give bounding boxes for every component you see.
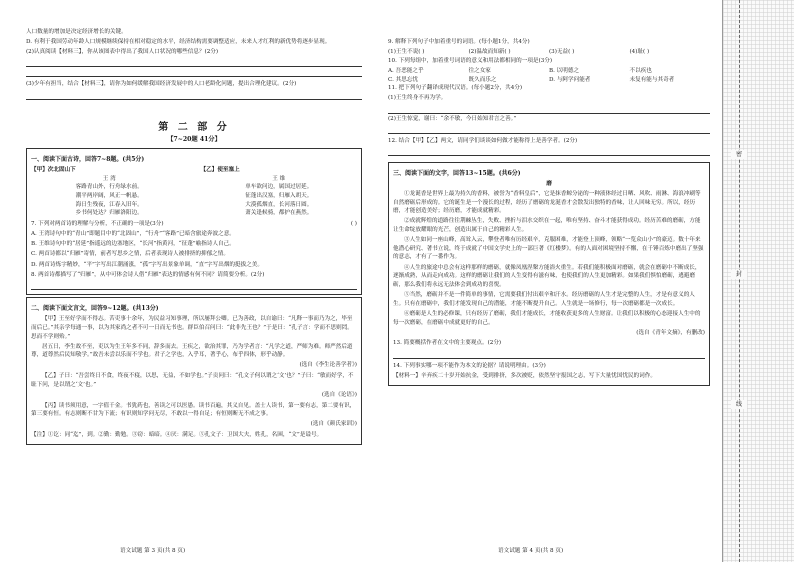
question-14: 14. 下列事实哪一项不能作为本文的论据？请说明理由。(3分) <box>393 362 546 369</box>
jia-paragraph-1: 【甲】王至好学而不得志。苦吏事十余年，为民益习知事理，所以屡拜公卿。已为善政，以自谕曰：“凡释一事而乃为之，毕至而后已。”其亲学每通一事，以为其家尚之者不可一日而无书也。群臣伯召问曰：“此非先王也？”于是曰：“孔子言：学而不思则罔。思而不学则殆。” <box>31 316 353 340</box>
left-page <box>0 0 376 562</box>
q7-option-a: A. 王湾诗句中的“青山”即题目中的“北固山”，“行舟”“客路”已暗含旅途奔波之意。 <box>31 231 235 238</box>
answer-line[interactable] <box>388 105 710 114</box>
q11-sentence-1: (1)王生终身不再为学。 <box>388 95 447 102</box>
q9-item[interactable]: (1)王生不说( ) <box>388 49 425 56</box>
q7-option-b: B. 王维诗句中的“居延”指遥远的边塞地区，“长河”指黄河，“征蓬”喻指诗人自己。 <box>31 241 235 248</box>
question-3: (3)少年有担当，结合【材料三】，请你为如何缓解我国经济发展中的人口老龄化问题，提出合理化建议。(2分) <box>26 81 297 88</box>
answer-line[interactable] <box>26 58 362 67</box>
article-paragraph: ①龙诞香是世界上最为持久的香料，被誉为“香料皇后”，它是抹香鲸分泌的一种液体经过日晒、风吹、雨淋、海浪冲刷等自然磨砺后形成的。它的诞生是一个漫长的过程，经历了磨砺的龙涎香才会散发出独特的香味，让人回味无穷。所以，经历磨，才能创造美好；经历磨，才能成就精彩。 <box>393 190 701 215</box>
question-10: 10. 下列每组中，加着重号词语的意义和用法都相同的一项是(3分) <box>388 57 553 64</box>
q9-items <box>388 48 710 57</box>
answer-line[interactable] <box>388 125 710 134</box>
poems-row <box>31 166 357 218</box>
answer-line[interactable] <box>388 147 710 156</box>
poem-line: 萧关逢候骑，都护在燕然。 <box>245 210 313 217</box>
answer-line[interactable] <box>393 350 705 359</box>
seal-mark: 线 <box>731 400 747 409</box>
q7-option-d: D. 两首诗炼字精妙，“平”字写出江潮涌涨，“孤”字写出景象单调，“直”字写出烟的挺拔之美。 <box>31 261 263 268</box>
left-page-footer: 语文试题 第 3 页(共 8 页) <box>120 548 186 555</box>
poem-line: 征蓬出汉塞，归雁入胡天。 <box>245 193 313 199</box>
question-12: 12. 结合【甲】【乙】两文，请同学们谈谈如何做才能称得上是善学者。(2分) <box>388 137 578 144</box>
poem-a-title: 【甲】次北固山下 <box>31 167 76 174</box>
article-paragraph: ②成就辉煌的道路往往荆棘丛生，失败、挫折与泪水交织在一起，唯有坚持、奋斗才能获得成功。经历苦难的磨砺，方能让生命绽放耀眼的光芒，创造出属于自己的精彩人生。 <box>393 218 701 233</box>
article-title: 磨 <box>546 181 552 188</box>
bing-text: 【丙】读书须用意，一字值千金。书犹药也，善读之可以医愚。读书百遍，其义自见。盖士人读书，第一要有志，第二要有识，第三要有恒。有志则断不甘为下流；有识则知学问无尽，不敢以一得自足；有恒则断无不成之事。 <box>31 402 356 418</box>
question-8: 8. 两首诗都描写了“归雁”，从中可体会诗人借“归雁”表达的情感有何不同？请简要分析。(2分) <box>31 271 265 278</box>
q10-option: 未复有能与其奇者 <box>629 76 675 83</box>
answer-line[interactable] <box>26 91 362 100</box>
annotations: 【注】①讫：同“迄”，到。②勤：勤勉。③窃：暗暗。④厌：满足。⑤孔文子：卫国大夫，姓孔，名圉，“文”是谥号。 <box>31 432 323 439</box>
q7-option-c: C. 两首诗都以“归雁”寄情，前者写思乡之情，后者表现诗人被排挤的抑郁之情。 <box>31 251 229 258</box>
poem-b <box>201 166 357 218</box>
poem-section <box>26 148 362 295</box>
section-1-heading: 一、阅读下面古诗，回答7~8题。(共5分) <box>31 155 145 163</box>
question-13: 13. 简要概括作者在文中的主要观点。(2分) <box>393 340 502 347</box>
poem-a-author: 王 湾 <box>102 175 116 182</box>
q10-option: C. 其思忘忧 <box>388 76 419 83</box>
answer-line[interactable] <box>26 68 362 77</box>
seal-cut-line <box>739 0 740 562</box>
bing-source: (选自《颜氏家训》) <box>310 421 357 428</box>
article-paragraph: ③人生如同一座山峰，高耸入云，攀登者唯有历经艰辛，克服困难，才能登上顶峰，领略“一览众山小”的豪迈。数十年来他潜心研究、著书立说，终于成就了中国文学史上的一部巨著《红楼梦》。有的人面对困境坚持不懈，在千锤百炼中磨出了坚强的意志，才有了一番作为。 <box>393 237 704 261</box>
poem-line: 客路青山外，行舟绿水前。 <box>75 184 143 191</box>
q9-item[interactable]: (4)耻( ) <box>629 49 650 56</box>
answer-paren[interactable]: ( ) <box>350 220 357 227</box>
modern-reading-section <box>388 162 710 386</box>
q9-item[interactable]: (2)温故而知新( ) <box>468 49 511 56</box>
poem-b-author: 王 维 <box>272 175 286 182</box>
question-7: 7. 下列对两首诗的理解与分析，不正确的一项是(3分) ( ) <box>31 220 357 227</box>
question-2: (2)认真阅读【材料三】，你从该图表中得出了我国人口状况的哪些信息？(2分) <box>26 49 219 56</box>
right-page-footer: 语文试题 第 4 页(共 8 页) <box>498 548 564 555</box>
q14-material: 【材料一】辛弃疾二十岁开始抗金，受到排挤，多次被贬，依然坚守报国之志，写下大量忧国忧民的词作。 <box>393 372 656 379</box>
q10-options <box>388 67 710 84</box>
q10-option: 往之女家 <box>468 67 491 74</box>
q10-option: B. 以明德之 <box>549 67 580 74</box>
seal-mark: 密 <box>731 150 747 159</box>
section-3-heading: 三、阅读下面的文字，回答13~15题。(共6分) <box>393 169 521 177</box>
article-paragraph: ⑥磨砺是人生的必修课，只有经历了磨砺，我们才能成长，才能收获更多的人生财富。让我们以积极的心态迎接人生中的每一次磨砺，在磨砺中成就更好的自己。 <box>393 310 701 326</box>
poem-line: 单车欲问边，属国过居延。 <box>245 184 313 191</box>
q10-option: 既久而乐之 <box>468 76 497 83</box>
part-subtitle: 【7~20题 41分】 <box>167 136 221 144</box>
question-11: 11. 把下列句子翻译成现代汉语。(每小题2分，共4分) <box>388 85 523 92</box>
q10-option: A. 吾恶能之乎 <box>388 67 424 74</box>
poem-b-title: 【乙】使至塞上 <box>200 167 240 174</box>
section-2-heading: 二、阅读下面文言文，回答9~12题。(共13分) <box>31 304 159 312</box>
seal-mark: 封 <box>731 270 747 279</box>
binding-margin <box>722 0 794 562</box>
jia-paragraph-2: 居五日，李生故不至，吏以为生王年多不同，辞多而去。王疾之，欲治其罪，乃为学者言：“凡学之道，严师为难。师严然后道尊，道尊然后民知敬学。”故吾未尝以乐而不学也。君子之学也，入乎耳，著乎心，布乎四体，形乎动静。 <box>31 343 353 359</box>
article-source: (选自《青年文摘》，有删改) <box>636 329 705 336</box>
yi-source: (选自《论语》) <box>321 391 357 398</box>
answer-line[interactable] <box>31 281 357 290</box>
classical-section <box>26 297 362 445</box>
poem-line: 海日生残夜，江春入旧年。 <box>75 201 143 208</box>
poem-line: 大漠孤烟直，长河落日圆。 <box>245 201 313 208</box>
right-page <box>378 0 718 562</box>
yi-text: 【乙】子曰：“吾尝终日不食，终夜不寝，以思，无益，不如学也。”子贡问曰：“孔文子何以谓之‘文’也？”子曰：“敏而好学，不耻下问，是以谓之‘文’也。” <box>31 373 354 388</box>
option-c-text: 人口数量的增加是决定经济增长的关键。 <box>26 29 127 35</box>
article-paragraph: ④人生的旅途中总会有这样那样的磨砺，就像凤凰涅槃方能浴火重生。若我们能积极面对磨砺，就会在磨砺中不断成长，逐渐成熟，从而走向成功。这样的磨砺让我们的人生变得有滋有味，也使我们的人生更加精彩。如果我们惧怕磨砺，逃避磨砺，那么我们将永远无法体会到成功的喜悦。 <box>393 264 701 288</box>
question-9: 9. 解释下列句子中加着重号的词语。(每小题1分，共4分) <box>388 39 530 45</box>
poem-line: 潮平两岸阔，风正一帆悬。 <box>75 193 143 199</box>
q10-option: D. 与阿学问能者 <box>549 76 591 83</box>
q11-sentence-2: (2)王生惊觉，谢曰：“余不敏，今日始知君言之善。” <box>388 115 517 122</box>
option-d-text: D. 有利于我国劳动年龄人口规模继续保持在相对稳定的水平，经济结构需要调整适应，未来人才红利的新优势将逐步显现。 <box>26 39 331 46</box>
q10-option: 不以疾也 <box>629 67 652 74</box>
poem-line: 乡书何处达？归雁洛阳边。 <box>75 210 143 217</box>
article-paragraph: ⑤当然，磨砺并不是一件简单的事情，它需要我们付出艰辛和汗水。经历磨砺的人生才是完整的人生，才是有意义的人生。只有在磨砺中，我们才能发现自己的潜能，才能不断提升自己。人生就是一场修行，每一次磨砺都是一次成长。 <box>393 292 695 307</box>
poem-a <box>31 166 187 218</box>
part-title: 第 二 部 分 <box>158 121 230 133</box>
q9-item[interactable]: (3)无益( ) <box>549 49 575 56</box>
jia-source: (选自《李生论善学者》) <box>299 362 357 369</box>
